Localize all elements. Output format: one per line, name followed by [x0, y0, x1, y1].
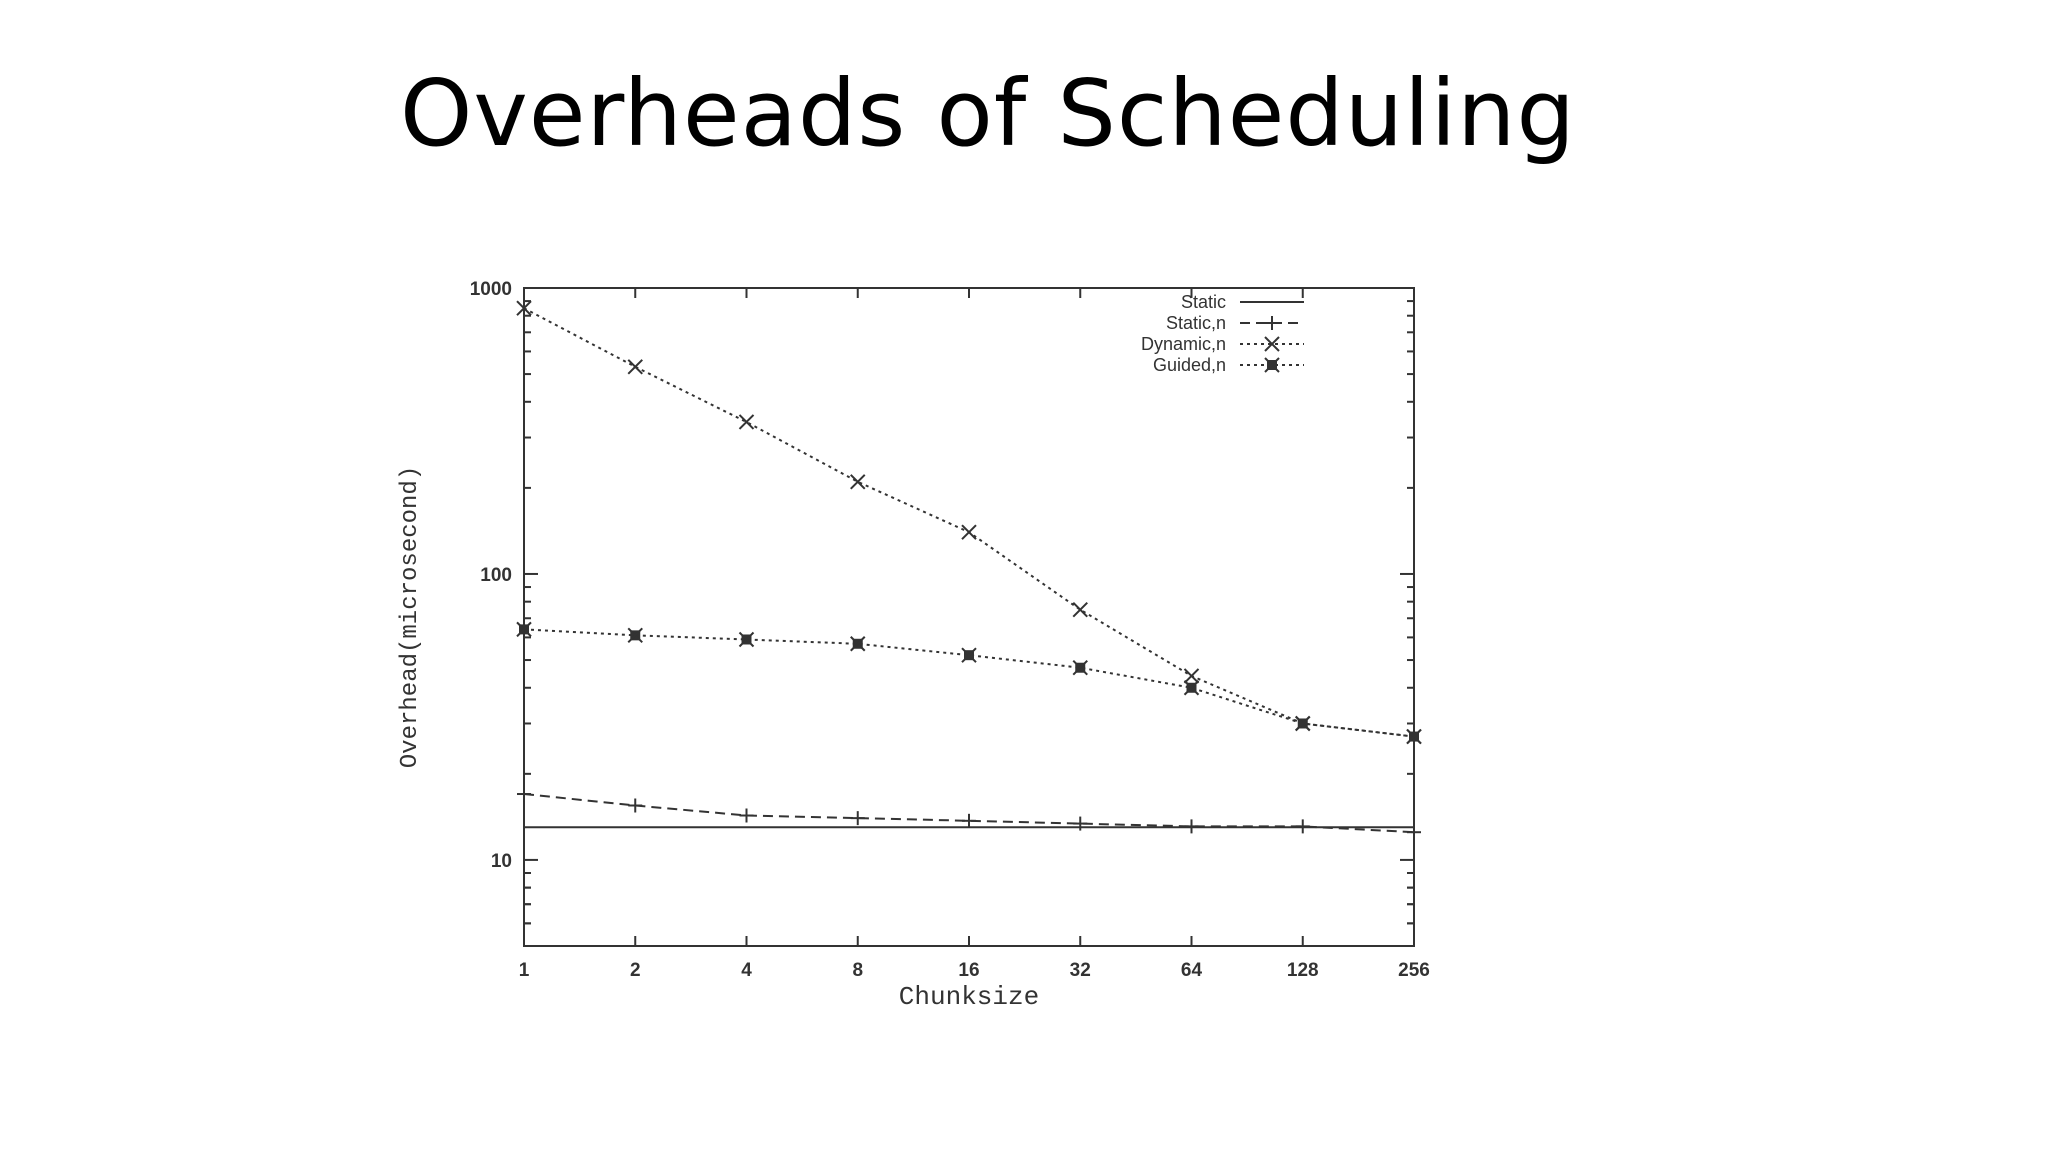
- data-point-guided-n: [1407, 730, 1421, 744]
- data-point-dynamic-n: [851, 475, 865, 489]
- data-point-guided-n: [1185, 681, 1199, 695]
- x-tick-label: 32: [1069, 960, 1091, 981]
- legend-label: Static,n: [1165, 313, 1226, 333]
- data-point-guided-n: [962, 648, 976, 662]
- data-point-guided-n: [851, 637, 865, 651]
- data-point-guided-n: [1073, 661, 1087, 675]
- data-point-guided-n: [740, 632, 754, 646]
- x-tick-label: 64: [1180, 960, 1203, 981]
- data-point-static-n: [962, 814, 976, 828]
- y-axis-label: Overhead(microsecond): [397, 465, 424, 769]
- legend-marker: [1265, 358, 1279, 372]
- chart-container: [380, 260, 1460, 1160]
- data-point-dynamic-n: [962, 525, 976, 539]
- x-tick-label: 128: [1286, 960, 1319, 981]
- data-point-static-n: [517, 787, 531, 801]
- x-tick-label: 16: [958, 960, 980, 981]
- legend: [1141, 292, 1304, 375]
- legend-marker: [1265, 316, 1279, 330]
- x-tick-label: 8: [852, 960, 864, 981]
- plot-frame: [524, 288, 1414, 946]
- data-point-dynamic-n: [628, 360, 642, 374]
- x-tick-label: 1: [518, 960, 530, 981]
- data-point-static-n: [851, 811, 865, 825]
- y-tick-label: 10: [490, 850, 512, 872]
- slide-title: Overheads of Scheduling: [400, 60, 1576, 167]
- legend-label: Guided,n: [1152, 355, 1226, 375]
- data-point-dynamic-n: [740, 415, 754, 429]
- y-tick-label: 1000: [469, 279, 512, 300]
- overhead-line-chart: [380, 260, 1460, 1160]
- series-markers: [517, 301, 1421, 839]
- series-line-dynamic-n: [524, 308, 1414, 736]
- y-tick-label: 100: [480, 564, 512, 586]
- data-point-static-n: [1296, 819, 1310, 833]
- data-point-static-n: [740, 808, 754, 822]
- series-line-guided-n: [524, 629, 1414, 736]
- data-point-static-n: [1185, 819, 1199, 833]
- data-point-guided-n: [517, 622, 531, 636]
- x-axis-ticks: [519, 288, 1430, 981]
- data-point-static-n: [628, 798, 642, 812]
- y-axis-ticks: [470, 279, 1414, 946]
- x-tick-label: 256: [1398, 960, 1430, 981]
- data-point-dynamic-n: [1185, 669, 1199, 683]
- series-lines: [524, 308, 1414, 832]
- legend-label: Dynamic,n: [1140, 334, 1226, 354]
- data-point-dynamic-n: [1073, 603, 1087, 617]
- x-tick-label: 2: [629, 960, 641, 981]
- x-axis-label: Chunksize: [898, 982, 1040, 1012]
- data-point-guided-n: [628, 628, 642, 642]
- legend-label: Static: [1180, 292, 1226, 312]
- x-tick-label: 4: [741, 960, 752, 981]
- data-point-guided-n: [1296, 716, 1310, 730]
- data-point-static-n: [1073, 817, 1087, 831]
